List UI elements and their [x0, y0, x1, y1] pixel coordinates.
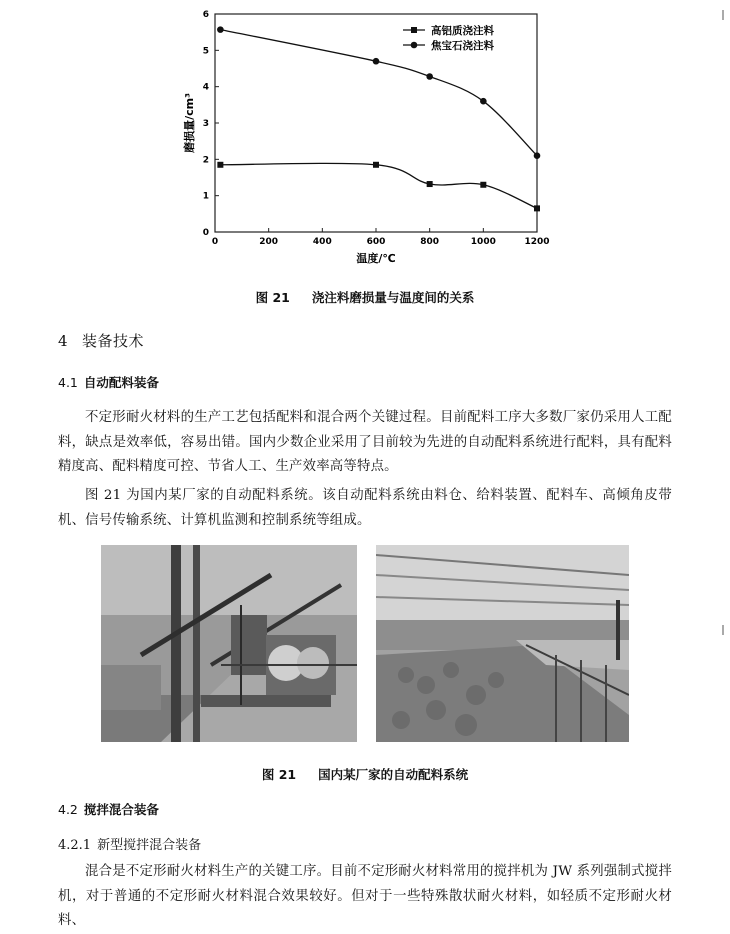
x-tick-label: 0 — [211, 237, 219, 247]
x-tick-label: 400 — [312, 237, 332, 247]
section-4-title: 装备技术 — [82, 332, 145, 350]
square-data-point — [427, 181, 433, 187]
y-axis-label: 磨损量/cm³ — [183, 93, 196, 153]
x-tick-label: 800 — [420, 237, 440, 247]
y-tick-label: 2 — [202, 155, 209, 166]
circle-data-point — [480, 98, 487, 105]
y-tick-label: 0 — [202, 228, 209, 238]
x-tick-label: 200 — [259, 237, 279, 247]
x-axis-label: 温度/℃ — [356, 252, 396, 265]
x-tick-label: 1200 — [524, 237, 550, 247]
section-4-2-heading — [58, 800, 159, 818]
square-data-point — [534, 205, 540, 211]
section-4-1-number: 4.1 — [58, 375, 78, 390]
section-4-2-1-number: 4.2.1 — [58, 838, 92, 853]
legend-label: 焦宝石浇注料 — [431, 40, 494, 52]
y-tick-label: 6 — [202, 10, 209, 20]
photo-caption-number: 图 21 — [261, 767, 297, 782]
section-4-2-1-heading — [58, 834, 201, 853]
square-data-point — [217, 162, 223, 168]
circle-data-point — [373, 58, 380, 65]
legend-square-marker — [411, 27, 417, 33]
chart-axes — [182, 10, 550, 265]
circle-data-point — [426, 73, 433, 80]
section-4-1-title: 自动配料装备 — [83, 375, 159, 390]
square-data-point — [373, 162, 379, 168]
chart-caption — [0, 288, 730, 306]
photo-caption — [0, 765, 730, 783]
wear-temperature-chart — [170, 0, 560, 270]
factory-photo-right — [376, 545, 629, 742]
y-tick-label: 1 — [202, 191, 209, 202]
chart-caption-text: 浇注料磨损量与温度间的关系 — [311, 290, 475, 305]
legend-label: 高铝质浇注料 — [431, 25, 494, 37]
section-4-2-number: 4.2 — [58, 802, 78, 817]
x-tick-label: 1000 — [470, 237, 496, 247]
legend-circle-marker — [411, 42, 418, 49]
y-tick-label: 5 — [202, 46, 209, 57]
y-tick-label: 4 — [202, 82, 209, 93]
photo-caption-text: 国内某厂家的自动配料系统 — [318, 767, 469, 782]
paragraph-3: 混合是不定形耐火材料生产的关键工序。目前不定形耐火材料常用的搅拌机为 JW 系列强制式搅拌机，对于普通的不定形耐火材料混合效果较好。但对于一些特殊散状耐火材料，如轻质不定形耐火材料、 — [58, 864, 672, 928]
factory-photo-left — [101, 545, 357, 742]
section-4-heading — [58, 330, 144, 351]
chart-series-group — [217, 26, 540, 211]
y-tick-label: 3 — [202, 119, 209, 129]
square-data-point — [480, 182, 486, 188]
series-line — [220, 163, 537, 208]
section-4-2-title: 搅拌混合装备 — [83, 802, 159, 817]
page-edge-mark — [722, 10, 724, 20]
paragraph-2: 图 21 为国内某厂家的自动配料系统。该自动配料系统由料仓、给料装置、配料车、高倾角皮带机、信号传输系统、计算机监测和控制系统等组成。 — [58, 488, 672, 528]
section-4-2-1-title: 新型搅拌混合装备 — [97, 838, 202, 853]
paragraph-1: 不定形耐火材料的生产工艺包括配料和混合两个关键过程。目前配料工序大多数厂家仍采用人工配料，缺点是效率低，容易出错。国内少数企业采用了目前较为先进的自动配料系统进行配料，具有配料精度高、配料精度可控、节省人工、生产效率高等特点。 — [58, 410, 672, 474]
chart-caption-number: 图 21 — [255, 290, 290, 305]
page-edge-mark — [722, 625, 724, 635]
x-tick-label: 600 — [366, 237, 386, 247]
section-4-1-heading — [58, 373, 159, 391]
section-4-number: 4 — [58, 332, 69, 350]
circle-data-point — [217, 26, 224, 33]
circle-data-point — [534, 152, 541, 159]
chart-legend — [403, 24, 494, 52]
